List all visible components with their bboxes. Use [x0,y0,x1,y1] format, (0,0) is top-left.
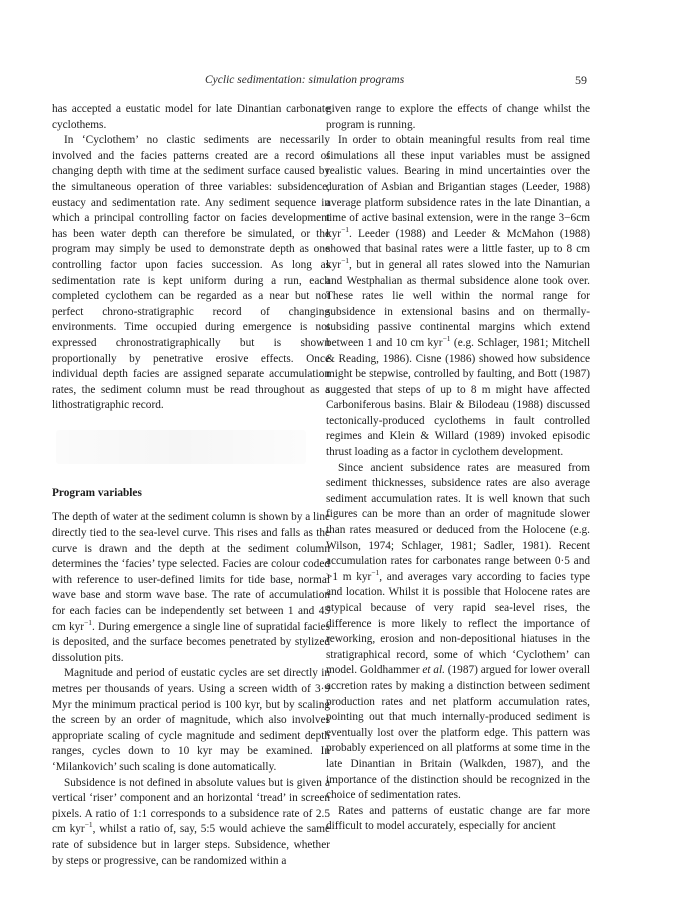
page-number: 59 [575,73,587,87]
italic-text: et al. [422,664,445,677]
text-run: , whilst a ratio of, say, 5:5 would achieve the same rate of subsidence but in larger steps. Subsidence, whether by steps or progressive, can be randomized within a [52,823,331,867]
text-run: . Leeder (1988) and Leeder & McMahon (1988) showed that basinal rates were a little faster, up to 8 cm kyr [326,227,590,271]
superscript: −1 [341,256,350,266]
paragraph: In ‘Cyclothem’ no clastic sediments are necessarily involved and the facies patterns created are a record of changing depth with time at the sediment surface caused by the simultaneous operation of three variables: subsidence, eustacy and sedimentation rate. Any sediment sequence in which a principal controlling factor on facies development has been water depth can therefore be simulated, or the program may simply be used to demonstrate depth as one controlling factor upon facies succession. As long as sedimentation rate is kept uniform during a run, each completed cyclothem can be regarded as a near but not perfect chrono-stratigraphic record of changing environments. Time occupied during emergence is not expressed chronostratigraphically but is shown proportionally by penetrative erosive effects. Once individual depth facies are assigned separate accumulation rates, the sediment column must be read throughout as a lithostratigraphic record. [52,134,330,412]
faded-block [52,414,330,486]
text-run: (e.g. Schlager, 1981; Mitchell & Reading, 1986). Cisne (1986) showed how subsidence might be stepwise, controlled by faulting, and Bott (1987) suggested that steps of up to 8 m might have affected Carboniferous basins. Blair & Bilodeau (1988) discussed tectonically-produced cyclothems in fault controlled regimes and Klein & Willard (1989) invoked episodic thrust loading as a factor in cyclothem development. [326,336,590,459]
text-run: Since ancient subsidence rates are measured from sediment thicknesses, subsidence rates are also average sediment accumulation rates. It is well known that such figures can be more than an order of magnitude slower than rates measured or deduced from the Holocene (e.g. Wilson, 1974; Schlager, 1981; Sadler, 1981). Recent accumulation rates for carbonates range between 0·5 and >1 m kyr [326,461,590,583]
right-column [326,102,590,835]
superscript: −1 [341,224,350,234]
text-run: , but in general all rates slowed into the Namurian and Westphalian as thermal subsidence alone took over. These rates lie well within the normal range for subsidence in extensional basins and on thermally-subsiding passive continental margins which extend between 1 and 10 cm kyr [326,258,590,349]
text-run: . During emergence a single line of supratidal facies is deposited, and the surface becomes penetrated by stylized dissolution pits. [52,620,330,664]
paragraph [326,133,590,460]
text-run: The depth of water at the sediment column is shown by a line directly tied to the sea-level curve. This rises and falls as the curve is drawn and the depth at the sediment column determines the ‘facies’ type selected. Facies are colour coded with reference to user-defined limits for tide base, normal wave base and storm wave base. The rate of accumulation for each facies can be independently set between 1 and 45 cm kyr [52,511,330,633]
superscript: −1 [84,617,92,627]
paragraph: Rates and patterns of eustatic change are far more difficult to model accurately, especially for ancient [326,804,590,833]
paragraph: given range to explore the effects of change whilst the program is running. [326,103,590,131]
paragraph: has accepted a eustatic model for late Dinantian carbonate cyclothems. [52,103,330,131]
faded-text-artifact [56,430,306,464]
superscript: −1 [84,820,93,830]
text-run: In order to obtain meaningful results from real time simulations all these input variables must be assigned realistic values. Bearing in mind uncertainties over the duration of Asbian and Brigantian stages (Leeder, 1988) average platform subsidence rates in the late Dinantian, a time of active basinal extension, were in the range 3−6cm kyr [326,134,590,240]
paragraph [52,776,330,870]
running-title: Cyclic sedimentation: simulation programs [205,74,405,86]
text-run: , and averages vary according to facies type and location. Whilst it is possible that Holocene rates are atypical because of very rapid sea-level rises, the difference is more likely to reflect the importance of reworking, erosion and non-depositional hiatuses in the stratigraphical record, some of which ‘Cyclothem’ can model. Goldhammer [326,570,591,677]
paragraph: Magnitude and period of eustatic cycles are set directly in metres per thousands of years. Using a screen width of 3·9 Myr the minimum practical period is 100 kyr, but by scaling the screen by an order of magnitude, which also involves appropriate scaling of cycle magnitude and sediment depth ranges, cycles down to 10 kyr may be examined. In ‘Milankovich’ such scaling is done automatically. [52,667,330,773]
superscript: −1 [442,334,451,344]
left-column [52,102,330,869]
superscript: −1 [371,568,380,578]
text-run: Subsidence is not defined in absolute values but is given a vertical ‘riser’ component and an horizontal ‘tread’ in screen pixels. A ratio of 1:1 corresponds to a subsidence rate of 2.5 cm kyr [52,776,330,836]
paragraph [326,461,590,804]
section-heading: Program variables [52,486,142,499]
text-run: (1987) argued for lower overall accretion rates by making a distinction between sediment production rates and net platform accumulation rates, pointing out that much internally-produced sediment is eventually lost over the platform edge. This pattern was probably experienced on all platforms at some time in the late Dinantian in Britain (Walkden, 1987), and the importance of the distinction should be recognized in the choice of sedimentation rates. [326,664,590,802]
paragraph [52,510,330,666]
